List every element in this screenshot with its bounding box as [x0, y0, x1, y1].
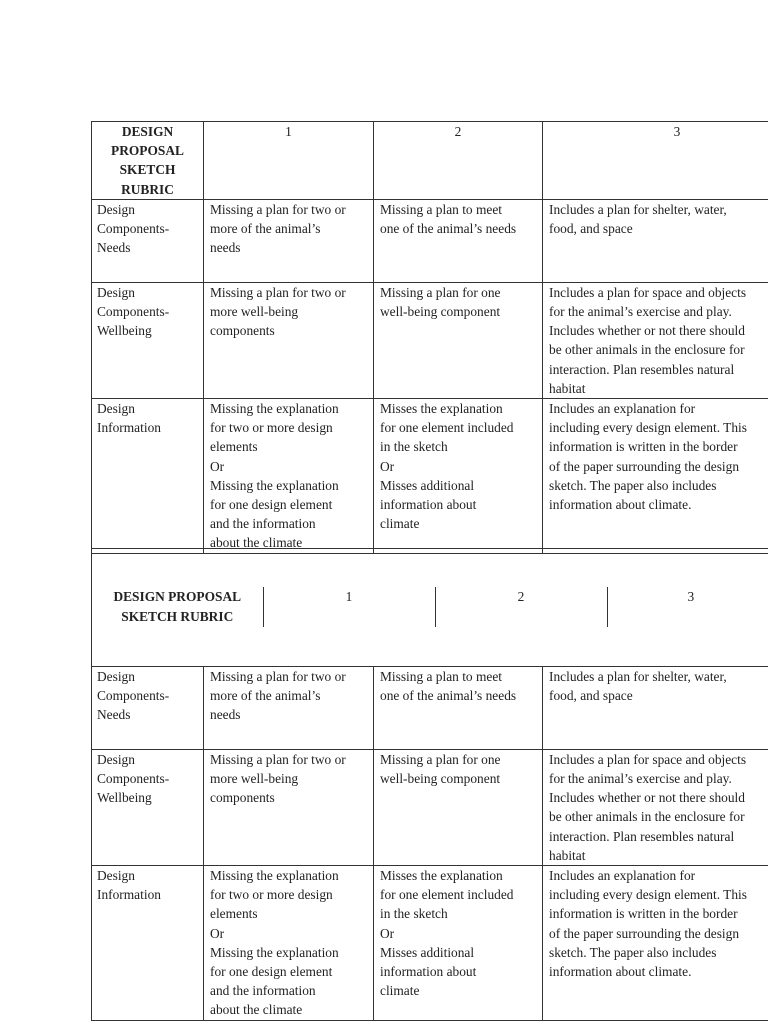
score-1-cell: Missing the explanation for two or more design elements Or Missing the explanation for one design element and the information about the climate: [204, 399, 374, 554]
criterion-cell: Design Information: [92, 399, 204, 554]
rubric-row-needs: [92, 199, 768, 282]
rubric-row-needs: [92, 666, 768, 749]
rubric-row-information: [92, 399, 768, 554]
criterion-cell: Design Components- Wellbeing: [92, 282, 204, 398]
rubric-table-2: [91, 548, 768, 1021]
rubric-title-line: SKETCH RUBRIC: [121, 608, 234, 624]
score-1-cell: Missing a plan for two or more well-being components: [204, 749, 374, 865]
score-header-2: 2: [435, 587, 607, 627]
rubric-row-wellbeing: [92, 749, 768, 865]
score-2-cell: Missing a plan for one well-being component: [374, 282, 543, 398]
score-1-cell: Missing a plan for two or more well-being components: [204, 282, 374, 398]
rubric-header-inner: [92, 587, 768, 627]
score-3-cell: Includes an explanation for including every design element. This information is written in the border of the paper surrounding the design sketch. The paper also includes information about climate.: [543, 399, 768, 554]
rubric-header-container: [92, 549, 768, 667]
rubric-title-line: RUBRIC: [121, 181, 174, 197]
score-1-cell: Missing a plan for two or more of the animal’s needs: [204, 666, 374, 749]
rubric-row-information: [92, 866, 768, 1021]
rubric-title-cell: [92, 122, 204, 200]
score-2-cell: Missing a plan to meet one of the animal’s needs: [374, 199, 543, 282]
score-1-cell: Missing a plan for two or more of the animal’s needs: [204, 199, 374, 282]
rubric-title-line: PROPOSAL: [111, 143, 184, 159]
criterion-cell: Design Components- Wellbeing: [92, 749, 204, 865]
score-header-2: 2: [374, 122, 543, 200]
score-header-3: 3: [543, 122, 768, 200]
score-3-cell: Includes a plan for shelter, water, food, and space: [543, 199, 768, 282]
rubric-title-cell: [92, 587, 263, 627]
criterion-cell: Design Components- Needs: [92, 199, 204, 282]
rubric-title-line: DESIGN PROPOSAL: [113, 589, 242, 605]
score-3-cell: Includes a plan for space and objects for the animal’s exercise and play. Includes whether or not there should be other animals in the enclosure for interaction. Plan resembles natural habitat: [543, 282, 768, 398]
criterion-cell: Design Information: [92, 866, 204, 1021]
rubric-header-row: [92, 122, 768, 200]
score-3-cell: Includes a plan for space and objects for the animal’s exercise and play. Includes whether or not there should be other animals in the enclosure for interaction. Plan resembles natural habitat: [543, 749, 768, 865]
criterion-cell: Design Components- Needs: [92, 666, 204, 749]
score-1-cell: Missing the explanation for two or more design elements Or Missing the explanation for one design element and the information about the climate: [204, 866, 374, 1021]
rubric-header-row: [92, 549, 768, 667]
rubric-title-line: DESIGN: [121, 124, 174, 139]
rubric-title-line: SKETCH: [119, 162, 176, 178]
rubric-table-1: [91, 121, 768, 554]
score-header-1: 1: [204, 122, 374, 200]
score-2-cell: Missing a plan to meet one of the animal’s needs: [374, 666, 543, 749]
score-header-3: 3: [687, 589, 695, 605]
score-3-cell: Includes a plan for shelter, water, food, and space: [543, 666, 768, 749]
score-header-1: 1: [263, 587, 435, 627]
score-2-cell: Misses the explanation for one element included in the sketch Or Misses additional information about climate: [374, 866, 543, 1021]
score-2-cell: Missing a plan for one well-being component: [374, 749, 543, 865]
score-2-cell: Misses the explanation for one element included in the sketch Or Misses additional information about climate: [374, 399, 543, 554]
score-3-cell: Includes an explanation for including every design element. This information is written in the border of the paper surrounding the design sketch. The paper also includes information about climate.: [543, 866, 768, 1021]
rubric-row-wellbeing: [92, 282, 768, 398]
